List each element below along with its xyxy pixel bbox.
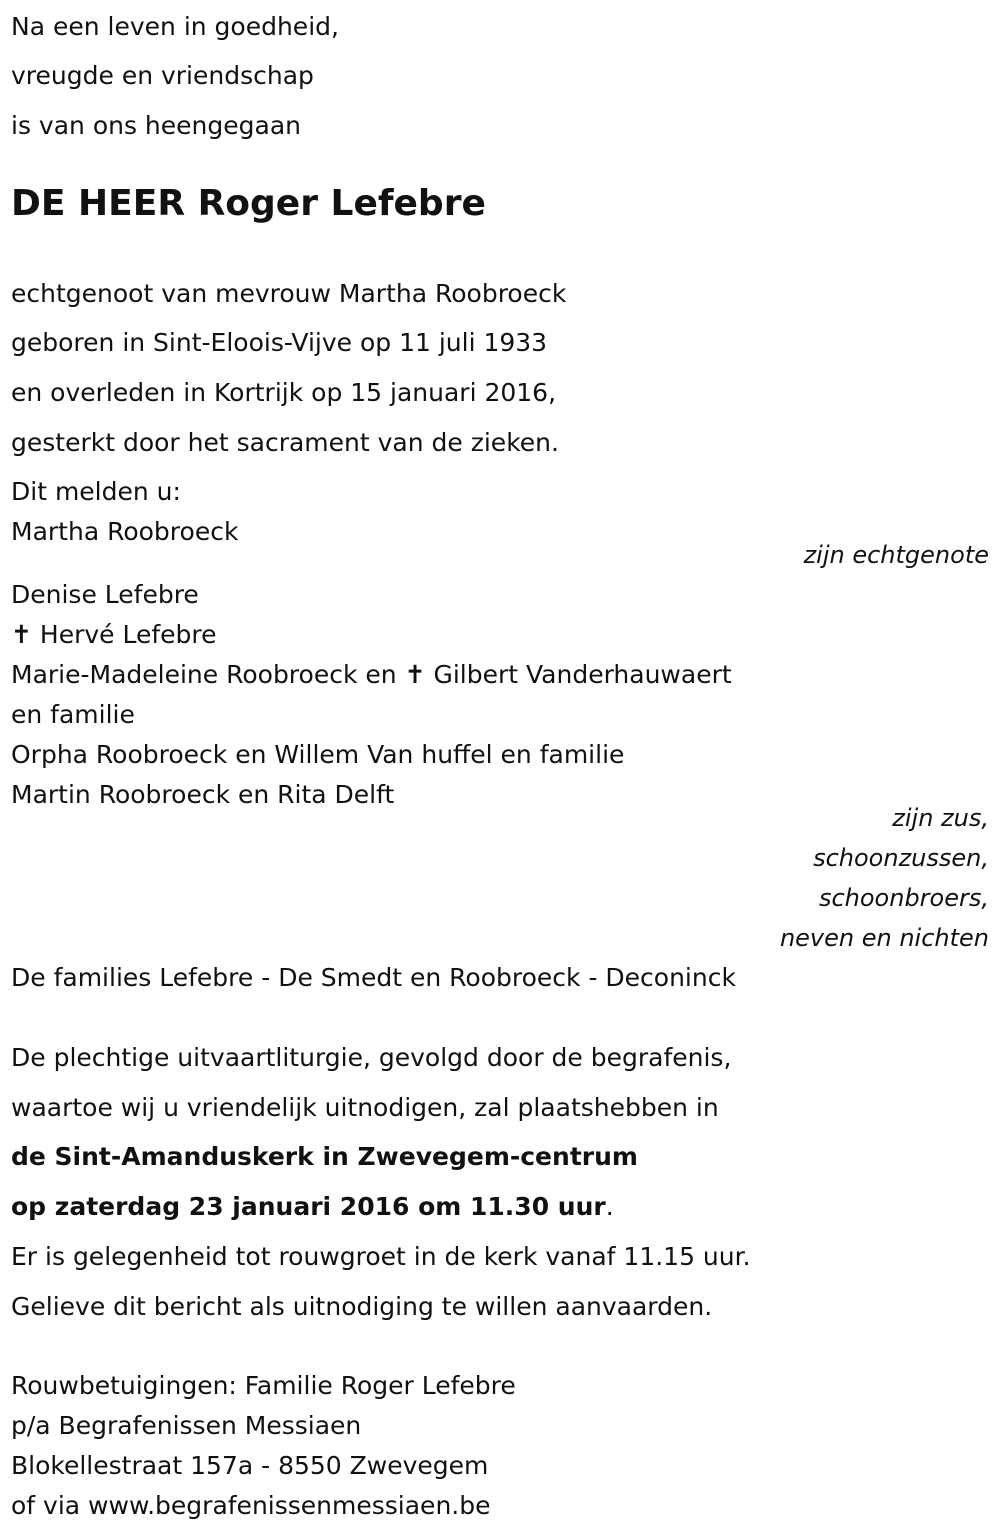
- relative-marie-part1: Marie-Madeleine Roobroeck en: [11, 660, 397, 689]
- intro-line-2: vreugde en vriendschap: [11, 61, 314, 90]
- funeral-line-1: De plechtige uitvaartliturgie, gevolgd door de begrafenis,: [11, 1043, 732, 1072]
- cross-icon: ✝: [404, 660, 426, 689]
- funeral-line-2: waartoe wij u vriendelijk uitnodigen, zal plaatshebben in: [11, 1093, 719, 1122]
- funeral-date-suffix: .: [605, 1192, 614, 1221]
- funeral-church: de Sint-Amanduskerk in Zwevegem-centrum: [11, 1142, 638, 1171]
- bio-line-4: gesterkt door het sacrament van de zieken.: [11, 428, 559, 457]
- funeral-date: op zaterdag 23 januari 2016 om 11.30 uur: [11, 1192, 606, 1221]
- funeral-line-5: Er is gelegenheid tot rouwgroet in de kerk vanaf 11.15 uur.: [11, 1242, 751, 1271]
- families-line: De families Lefebre - De Smedt en Roobroeck - Deconinck: [11, 963, 736, 992]
- announce-text: Dit melden u:: [11, 477, 181, 506]
- relatives-role-1: zijn zus,: [892, 804, 989, 832]
- relative-marie: [11, 662, 732, 687]
- contact-line-3: Blokellestraat 157a - 8550 Zwevegem: [11, 1451, 489, 1480]
- relative-martin: Martin Roobroeck en Rita Delft: [11, 780, 395, 809]
- spouse-role: zijn echtgenote: [803, 541, 989, 569]
- bio-line-3: en overleden in Kortrijk op 15 januari 2016,: [11, 378, 557, 407]
- relatives-role-3: schoonbroers,: [818, 884, 989, 912]
- deceased-name: DE HEER Roger Lefebre: [11, 183, 486, 224]
- relatives-role-2: schoonzussen,: [813, 844, 989, 872]
- funeral-line-6: Gelieve dit bericht als uitnodiging te willen aanvaarden.: [11, 1292, 713, 1321]
- relative-marie-part2: Gilbert Vanderhauwaert: [433, 660, 732, 689]
- contact-line-2: p/a Begrafenissen Messiaen: [11, 1411, 362, 1440]
- contact-line-1: Rouwbetuigingen: Familie Roger Lefebre: [11, 1371, 516, 1400]
- relative-marie-cont: en familie: [11, 700, 135, 729]
- funeral-date-line: [11, 1194, 614, 1219]
- spouse-name: Martha Roobroeck: [11, 517, 239, 546]
- relative-orpha: Orpha Roobroeck en Willem Van huffel en familie: [11, 740, 625, 769]
- bio-line-2: geboren in Sint-Eloois-Vijve op 11 juli 1933: [11, 328, 548, 357]
- relative-herve: [11, 622, 217, 647]
- bio-line-1: echtgenoot van mevrouw Martha Roobroeck: [11, 279, 567, 308]
- intro-line-1: Na een leven in goedheid,: [11, 12, 339, 41]
- cross-icon: ✝: [11, 620, 32, 649]
- relative-denise: Denise Lefebre: [11, 580, 199, 609]
- contact-line-4: of via www.begrafenissenmessiaen.be: [11, 1491, 491, 1520]
- relatives-role-4: neven en nichten: [779, 924, 989, 952]
- relative-herve-name: Hervé Lefebre: [39, 620, 217, 649]
- intro-line-3: is van ons heengegaan: [11, 111, 301, 140]
